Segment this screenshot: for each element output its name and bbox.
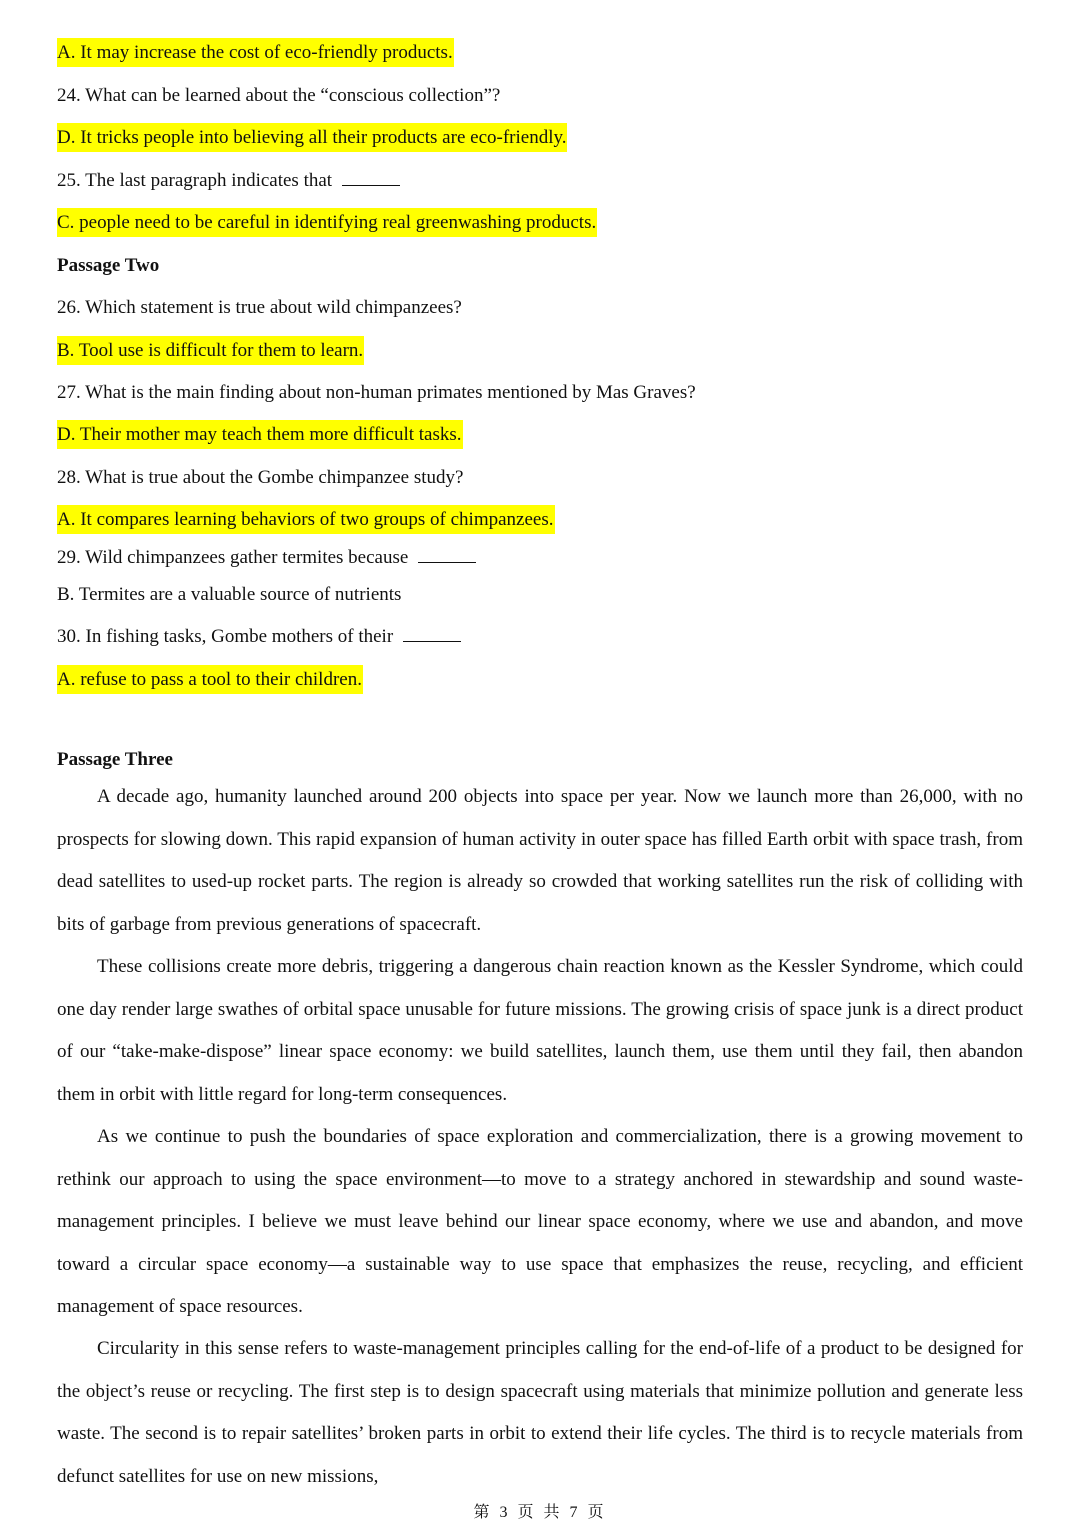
- answer-highlight: A. refuse to pass a tool to their children.: [57, 665, 363, 694]
- answer-28: [57, 507, 555, 533]
- answer-highlight: D. Their mother may teach them more difficult tasks.: [57, 420, 463, 449]
- question-26: 26. Which statement is true about wild chimpanzees?: [57, 297, 462, 318]
- answer-highlight: D. It tricks people into believing all their products are eco-friendly.: [57, 123, 567, 152]
- fill-blank: [418, 548, 476, 563]
- answer-26: [57, 338, 364, 364]
- question-text: 29. Wild chimpanzees gather termites because: [57, 547, 409, 568]
- passage-three-heading: Passage Three: [57, 749, 173, 770]
- question-28: 28. What is true about the Gombe chimpanzee study?: [57, 467, 464, 488]
- answer-25: [57, 210, 597, 236]
- page-footer: 第 3 页 共 7 页: [473, 1504, 607, 1521]
- answer-27: [57, 422, 463, 448]
- answer-23: [57, 40, 454, 66]
- answer-highlight: C. people need to be careful in identifying real greenwashing products.: [57, 208, 597, 237]
- answer-highlight: A. It compares learning behaviors of two groups of chimpanzees.: [57, 505, 555, 534]
- question-24: 24. What can be learned about the “conscious collection”?: [57, 85, 501, 106]
- question-text: 30. In fishing tasks, Gombe mothers of their: [57, 626, 394, 647]
- question-25: [57, 168, 400, 194]
- fill-blank: [342, 171, 400, 186]
- passage-two-heading: Passage Two: [57, 255, 160, 276]
- paragraph-4: Circularity in this sense refers to waste-management principles calling for the end-of-life of a product to be designed for the object’s reuse or recycling. The first step is to design spacecraft using materials that minimize pollution and generate less waste. The second is to repair satellites’ broken parts in orbit to extend their life cycles. The third is to recycle materials from defunct satellites for use on new missions,: [57, 1338, 1023, 1487]
- question-text: 25. The last paragraph indicates that: [57, 170, 333, 191]
- fill-blank: [403, 627, 461, 642]
- question-29: [57, 545, 476, 571]
- paragraph-2: These collisions create more debris, triggering a dangerous chain reaction known as the Kessler Syndrome, which could one day render large swathes of orbital space unusable for future missions. The growing crisis of space junk is a direct product of our “take-make-dispose” linear space economy: we build satellites, launch them, use them until they fail, then abandon them in orbit with little regard for long-term consequences.: [57, 956, 1023, 1105]
- answer-30: [57, 667, 363, 693]
- paragraph-3: As we continue to push the boundaries of space exploration and commercialization, there is a growing movement to rethink our approach to using the space environment—to move to a strategy anchored in stewardship and sound waste-management principles. I believe we must leave behind our linear space economy, where we use and abandon, and move toward a circular space economy—a sustainable way to use space that emphasizes the reuse, recycling, and efficient management of space resources.: [57, 1126, 1023, 1317]
- answer-24: [57, 125, 567, 151]
- answer-29: B. Termites are a valuable source of nutrients: [57, 584, 402, 605]
- answer-highlight: A. It may increase the cost of eco-friendly products.: [57, 38, 454, 67]
- question-27: 27. What is the main finding about non-human primates mentioned by Mas Graves?: [57, 382, 696, 403]
- question-30: [57, 624, 461, 650]
- answer-highlight: B. Tool use is difficult for them to learn.: [57, 336, 364, 365]
- paragraph-1: A decade ago, humanity launched around 200 objects into space per year. Now we launch more than 26,000, with no prospects for slowing down. This rapid expansion of human activity in outer space has filled Earth orbit with space trash, from dead satellites to used-up rocket parts. The region is already so crowded that working satellites run the risk of colliding with bits of garbage from previous generations of spacecraft.: [57, 786, 1023, 935]
